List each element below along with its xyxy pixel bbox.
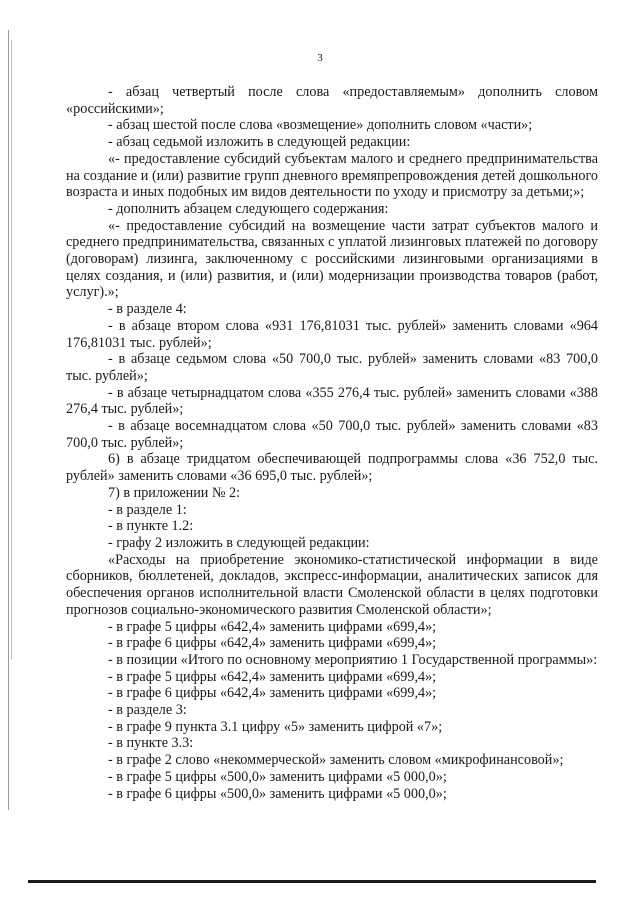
paragraph: - в пункте 3.3:	[108, 735, 194, 752]
bottom-border-rule	[28, 880, 596, 883]
paragraph: - в графе 6 цифры «642,4» заменить цифрами «699,4»;	[108, 685, 437, 702]
paragraph: - в абзаце четырнадцатом слова «355 276,4 тыс. рублей» заменить словами «388 276,4 тыс. рублей»;	[66, 384, 598, 418]
paragraph: «- предоставление субсидий субъектам малого и среднего предпринимательства на создание и (или) развитие групп дневного времяпрепровождения детей дошкольного возраста и иных подобных им видов деятельности по уходу и присмотру за детьми;»;	[66, 150, 598, 201]
paragraph: - графу 2 изложить в следующей редакции:	[108, 534, 370, 551]
paragraph: - в графе 5 цифры «642,4» заменить цифрами «699,4»;	[108, 668, 437, 685]
paragraph: «- предоставление субсидий на возмещение части затрат субъектов малого и среднего предпринимательства, связанных с уплатой лизинговых платежей по договору (договорам) лизинга, заключенному с российскими лизинговыми организациями в целях создания, и (или) развития, и (или) модернизации производства товаров (работ, услуг).»;	[66, 217, 598, 301]
paragraph: - в разделе 1:	[108, 501, 187, 518]
paragraph: - абзац шестой после слова «возмещение» дополнить словом «части»;	[108, 117, 533, 134]
paragraph: - в графе 2 слово «некоммерческой» заменить словом «микрофинансовой»;	[108, 752, 564, 769]
paragraph: - в графе 6 цифры «642,4» заменить цифрами «699,4»;	[108, 635, 437, 652]
paragraph: - в разделе 4:	[108, 301, 187, 318]
paragraph: - в разделе 3:	[108, 702, 187, 719]
paragraph: - в позиции «Итого по основному мероприятию 1 Государственной программы»:	[108, 651, 598, 668]
paragraph: - в абзаце втором слова «931 176,81031 тыс. рублей» заменить словами «964 176,81031 тыс. рублей»;	[66, 317, 598, 351]
paragraph: - в графе 6 цифры «500,0» заменить цифрами «5 000,0»;	[108, 785, 447, 802]
paragraph: - абзац седьмой изложить в следующей редакции:	[108, 134, 411, 151]
paragraph: - в пункте 1.2:	[108, 518, 194, 535]
paragraph: - в абзаце восемнадцатом слова «50 700,0 тыс. рублей» заменить словами «83 700,0 тыс. рублей»;	[66, 418, 598, 451]
paragraph: - в графе 5 цифры «500,0» заменить цифрами «5 000,0»;	[108, 768, 447, 785]
paragraph: 7) в приложении № 2:	[108, 484, 241, 501]
paragraph: - дополнить абзацем следующего содержания:	[108, 200, 389, 217]
page-number: 3	[317, 52, 323, 64]
paragraph: - в графе 9 пункта 3.1 цифру «5» заменить цифрой «7»;	[108, 718, 443, 735]
document-body	[66, 84, 598, 802]
paragraph: 6) в абзаце тридцатом обеспечивающей подпрограммы слова «36 752,0 тыс. рублей» заменить словами «36 695,0 тыс. рублей»;	[66, 451, 598, 485]
binding-edge-line	[8, 30, 9, 810]
paragraph: - в графе 5 цифры «642,4» заменить цифрами «699,4»;	[108, 618, 437, 635]
paragraph: - абзац четвертый после слова «предоставляемым» дополнить словом «российскими»;	[66, 84, 598, 117]
paragraph: «Расходы на приобретение экономико-статистической информации в виде сборников, бюллетеней, докладов, экспресс-информации, аналитических записок для обеспечения органов исполнительной власти Смоленской области в целях подготовки прогнозов социально-экономического развития Смоленской области»;	[66, 551, 598, 618]
paragraph: - в абзаце седьмом слова «50 700,0 тыс. рублей» заменить словами «83 700,0 тыс. рублей»;	[66, 351, 598, 384]
binding-edge-line	[11, 40, 12, 660]
